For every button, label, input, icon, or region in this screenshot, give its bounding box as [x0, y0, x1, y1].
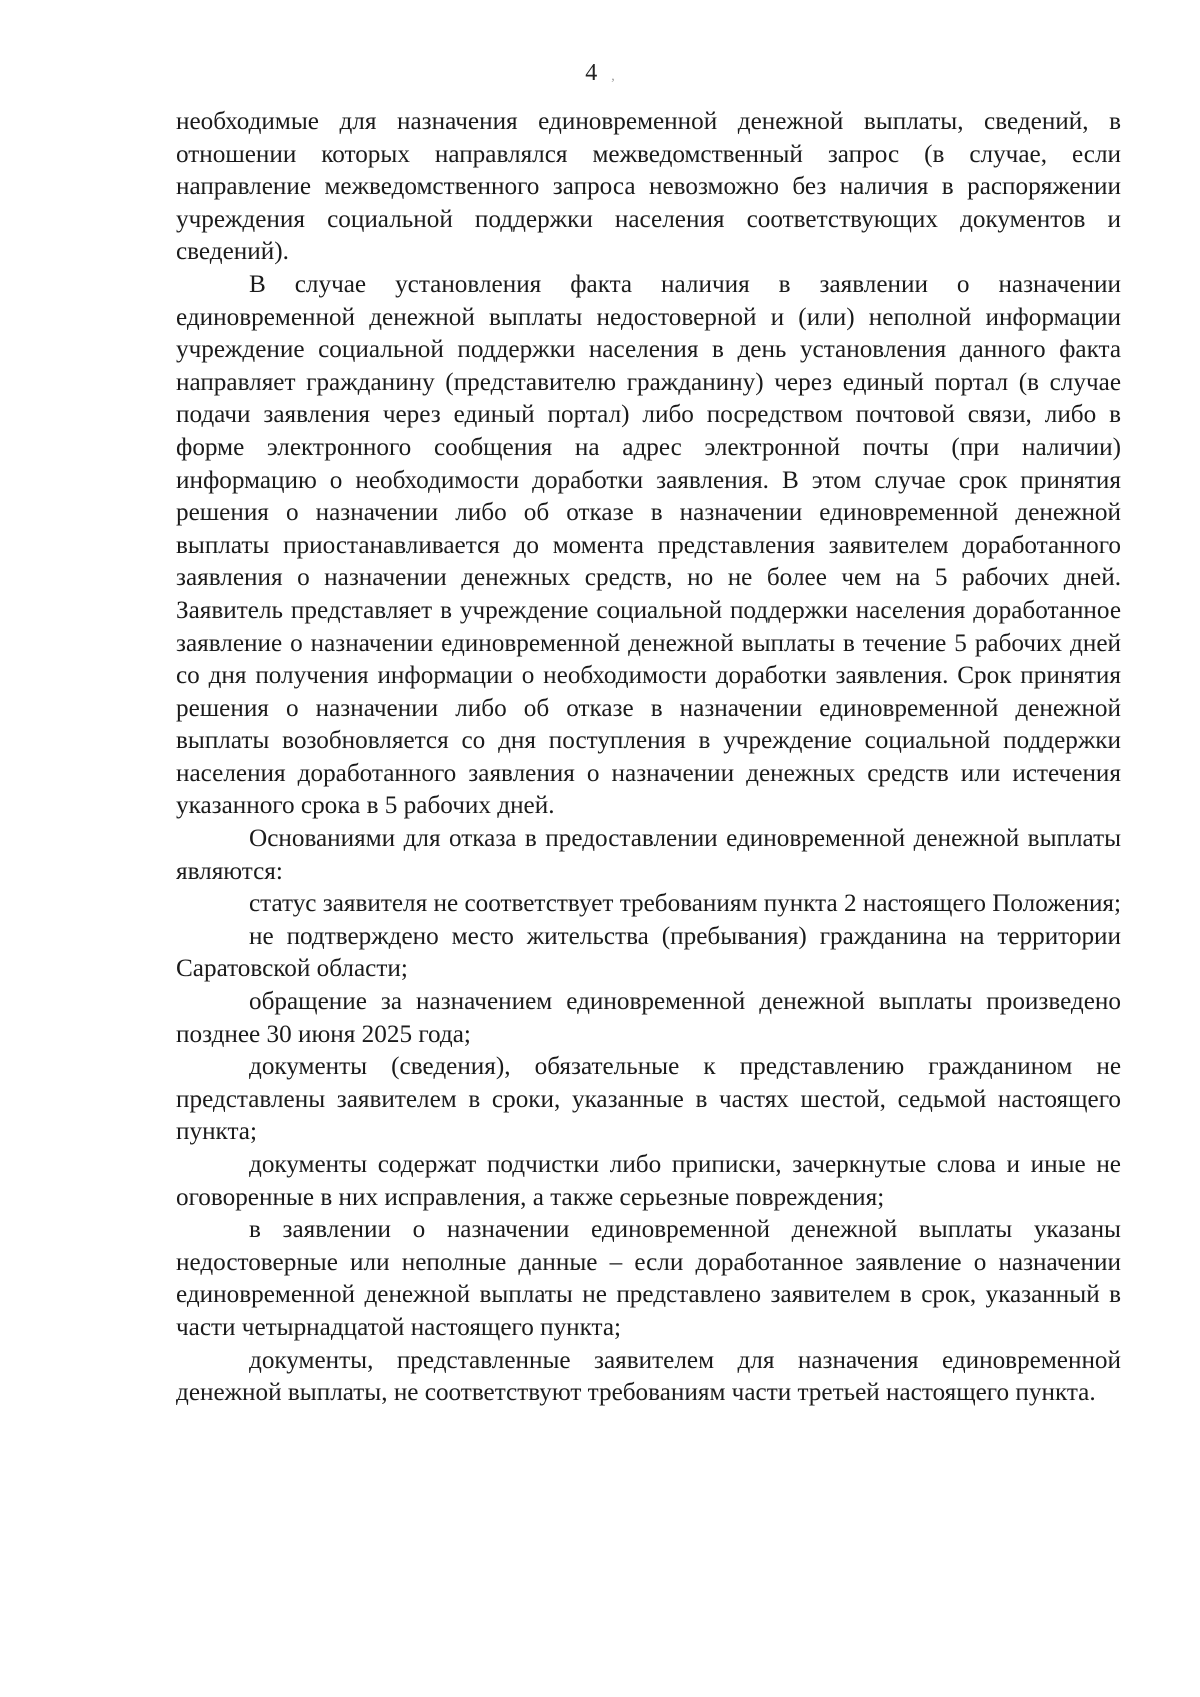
document-body: [176, 106, 1121, 1410]
page-number: [0, 60, 1200, 87]
list-item: документы, представленные заявителем для назначения единовременной денежной выплаты, не соответствуют требованиям части третьей настоящего пункта.: [176, 1346, 1121, 1407]
list-item: статус заявителя не соответствует требованиям пункта 2 настоящего Положения;: [249, 890, 1122, 918]
paragraph: В случае установления факта наличия в заявлении о назначении единовременной денежной выплаты недостоверной и (или) неполной информации учреждение социальной поддержки населения в день установления данного факта направляет гражданину (представителю гражданину) через единый портал (в случае подачи заявления через единый портал) либо посредством почтовой связи, либо в форме электронного сообщения на адрес электронной почты (при наличии) информацию о необходимости доработки заявления. В этом случае срок принятия решения о назначении либо об отказе в назначении единовременной денежной выплаты приостанавливается до момента представления заявителем доработанного заявления о назначении денежных средств, но не более чем на 5 рабочих дней. Заявитель представляет в учреждение социальной поддержки населения доработанное заявление о назначении единовременной денежной выплаты в течение 5 рабочих дней со дня получения информации о необходимости доработки заявления. Срок принятия решения о назначении либо об отказе в назначении единовременной денежной выплаты возобновляется со дня поступления в учреждение социальной поддержки населения доработанного заявления о назначении денежных средств или истечения указанного срока в 5 рабочих дней.: [176, 270, 1121, 820]
list-item: не подтверждено место жительства (пребывания) гражданина на территории Саратовской области;: [176, 922, 1121, 983]
list-item: документы (сведения), обязательные к представлению гражданином не представлены заявителем в сроки, указанные в частях шестой, седьмой настоящего пункта;: [176, 1053, 1121, 1146]
page-number-value: 4: [585, 60, 598, 86]
page-mark: ,: [611, 69, 615, 84]
list-item: в заявлении о назначении единовременной денежной выплаты указаны недостоверные или неполные данные – если доработанное заявление о назначении единовременной денежной выплаты не представлено заявителем в срок, указанный в части четырнадцатой настоящего пункта;: [176, 1216, 1121, 1341]
paragraph: Основаниями для отказа в предоставлении единовременной денежной выплаты являются:: [176, 825, 1121, 885]
list-item: документы содержат подчистки либо приписки, зачеркнутые слова и иные не оговоренные в них исправления, а также серьезные повреждения;: [176, 1151, 1121, 1211]
list-item: обращение за назначением единовременной денежной выплаты произведено позднее 30 июня 2025 года;: [176, 988, 1121, 1048]
paragraph: необходимые для назначения единовременной денежной выплаты, сведений, в отношении которых направлялся межведомственный запрос (в случае, если направление межведомственного запроса невозможно без наличия в распоряжении учреждения социальной поддержки населения соответствующих документов и сведений).: [176, 108, 1121, 266]
